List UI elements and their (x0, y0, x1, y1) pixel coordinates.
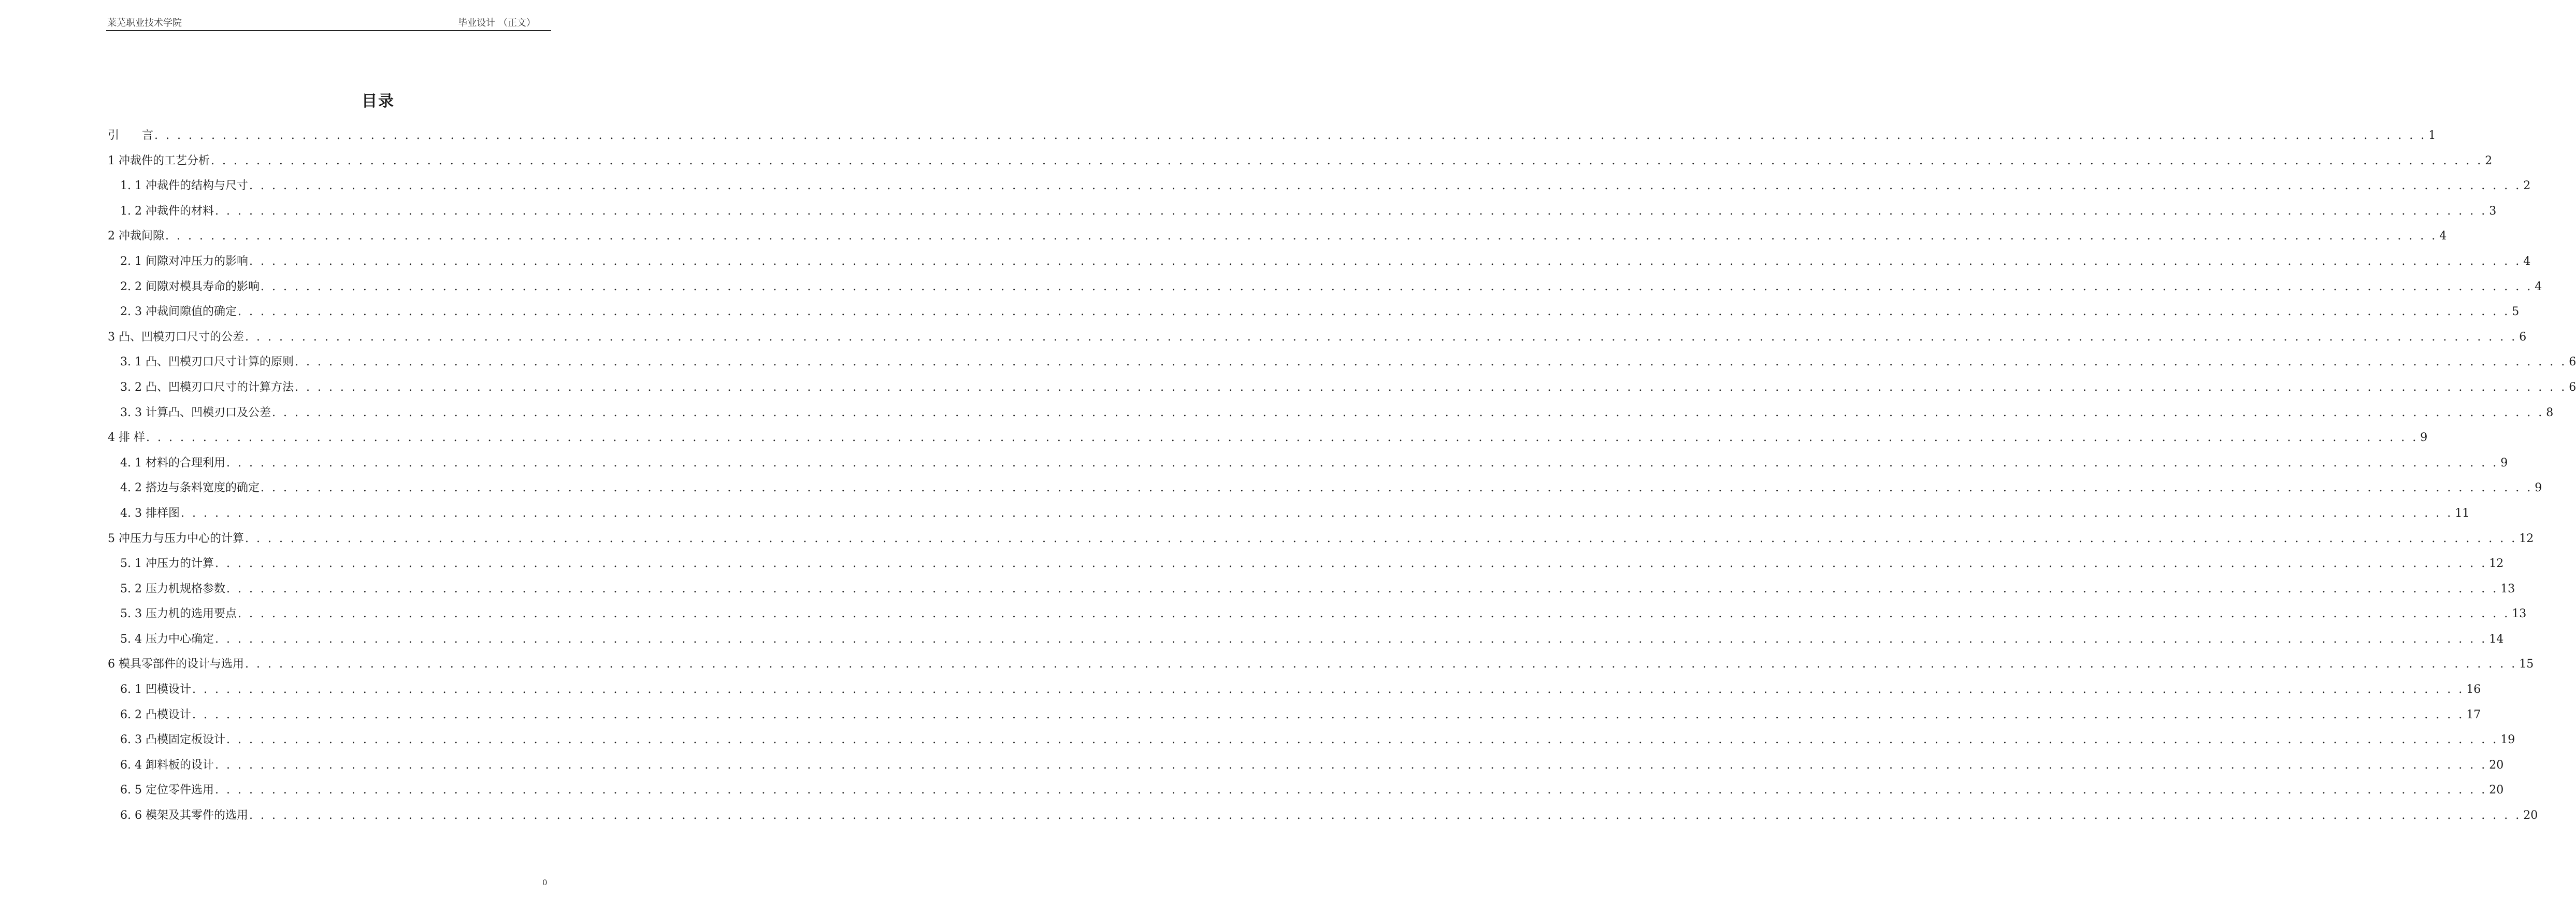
toc-leader-dots: . . . . . . . . . . . . . . . . . . . . . . . . . . . . . . . . . . . . . . . . . . . . . . . . . . . . . . . . . . . . . . . . . . . . . . . . . . . . . . . . . . . . . . . . . . . . . . . . . . . . . . . . . . . . . . . . . . . . . . . . . . . . . . . . . . . . . . . . . . . . . . . . . . . . . . . . . . . . . . . . . . . . . . . . . . . . . . . . . . . . . . . . . . . . . . . . . . . . . . . . (192, 683, 2465, 697)
toc-entry-page: 11 (2455, 506, 2470, 520)
toc-entry-label: 4. 3 排样图 (120, 506, 180, 520)
toc-entry-page: 15 (2519, 658, 2534, 671)
toc-entry[interactable] (108, 580, 2515, 605)
toc-entry-page: 2 (2485, 154, 2493, 167)
toc-entry-label: 2. 3 冲裁间隙值的确定 (120, 305, 237, 319)
toc-entry-page: 3 (2489, 204, 2497, 218)
toc-entry-page: 19 (2500, 733, 2515, 747)
toc-entry-page: 9 (2420, 431, 2428, 445)
toc-leader-dots: . . . . . . . . . . . . . . . . . . . . . . . . . . . . . . . . . . . . . . . . . . . . . . . . . . . . . . . . . . . . . . . . . . . . . . . . . . . . . . . . . . . . . . . . . . . . . . . . . . . . . . . . . . . . . . . . . . . . . . . . . . . . . . . . . . . . . . . . . . . . . . . . . . . . . . . . . . . . . . . . . . . . . . . . . . . . . . . . . . . . . . . . . . . . . . . . . . . . . . . . (260, 280, 2533, 293)
toc-entry[interactable] (108, 202, 2497, 228)
toc-entry-label: 1 冲裁件的工艺分析 (108, 154, 210, 167)
toc-entry-page: 6 (2519, 330, 2527, 344)
toc-entry[interactable] (108, 378, 2576, 404)
toc-leader-dots: . . . . . . . . . . . . . . . . . . . . . . . . . . . . . . . . . . . . . . . . . . . . . . . . . . . . . . . . . . . . . . . . . . . . . . . . . . . . . . . . . . . . . . . . . . . . . . . . . . . . . . . . . . . . . . . . . . . . . . . . . . . . . . . . . . . . . . . . . . . . . . . . . . . . . . . . . . . . . . . . . . . . . . . . . . . . . . . . . . . . . . . . . . . . . . . . . . . . . . . . (180, 506, 2453, 520)
toc-leader-dots: . . . . . . . . . . . . . . . . . . . . . . . . . . . . . . . . . . . . . . . . . . . . . . . . . . . . . . . . . . . . . . . . . . . . . . . . . . . . . . . . . . . . . . . . . . . . . . . . . . . . . . . . . . . . . . . . . . . . . . . . . . . . . . . . . . . . . . . . . . . . . . . . . . . . . . . . . . . . . . . . . . . . . . . . . . . . . . . . . . . . . . . . . . . . . . . . . . . . . . . . (214, 632, 2487, 646)
toc-leader-dots: . . . . . . . . . . . . . . . . . . . . . . . . . . . . . . . . . . . . . . . . . . . . . . . . . . . . . . . . . . . . . . . . . . . . . . . . . . . . . . . . . . . . . . . . . . . . . . . . . . . . . . . . . . . . . . . . . . . . . . . . . . . . . . . . . . . . . . . . . . . . . . . . . . . . . . . . . . . . . . . . . . . . . . . . . . . . . . . . . . . . . . . . . . . . . . . . . . . . . . . . (214, 204, 2487, 218)
toc-entry-page: 20 (2489, 758, 2504, 772)
toc-entry-page: 12 (2489, 557, 2504, 571)
toc-entry[interactable] (108, 605, 2527, 630)
toc-entry[interactable] (108, 454, 2508, 479)
toc-entry-label: 4. 2 搭边与条料宽度的确定 (120, 481, 260, 495)
toc-entry-page: 5 (2512, 305, 2520, 319)
toc-entry[interactable] (108, 353, 2576, 378)
page-header (106, 15, 551, 31)
toc-entry-page: 9 (2500, 456, 2508, 470)
toc-entry-label: 6. 2 凸模设计 (120, 708, 191, 721)
toc-leader-dots: . . . . . . . . . . . . . . . . . . . . . . . . . . . . . . . . . . . . . . . . . . . . . . . . . . . . . . . . . . . . . . . . . . . . . . . . . . . . . . . . . . . . . . . . . . . . . . . . . . . . . . . . . . . . . . . . . . . . . . . . . . . . . . . . . . . . . . . . . . . . . . . . . . . . . . . . . . . . . . . . . . . . . . . . . . . . . . . . . . . . . . . . . . . . . . . . . . . . . . . . (237, 305, 2510, 319)
toc-entry[interactable] (108, 152, 2493, 177)
toc-entry-label: 5 冲压力与压力中心的计算 (108, 532, 244, 545)
toc-entry[interactable] (108, 680, 2481, 706)
toc-leader-dots: . . . . . . . . . . . . . . . . . . . . . . . . . . . . . . . . . . . . . . . . . . . . . . . . . . . . . . . . . . . . . . . . . . . . . . . . . . . . . . . . . . . . . . . . . . . . . . . . . . . . . . . . . . . . . . . . . . . . . . . . . . . . . . . . . . . . . . . . . . . . . . . . . . . . . . . . . . . . . . . . . . . . . . . . . . . . . . . . . . . . . . . . . . . . . . . . . . . . . . . . (237, 607, 2510, 621)
toc-entry-label: 6 模具零部件的设计与选用 (108, 658, 244, 671)
toc-entry[interactable] (108, 303, 2520, 328)
toc-entry-page: 16 (2466, 683, 2481, 697)
toc-entry-page: 13 (2500, 582, 2515, 595)
toc-entry-page: 6 (2569, 380, 2576, 394)
toc-leader-dots: . . . . . . . . . . . . . . . . . . . . . . . . . . . . . . . . . . . . . . . . . . . . . . . . . . . . . . . . . . . . . . . . . . . . . . . . . . . . . . . . . . . . . . . . . . . . . . . . . . . . . . . . . . . . . . . . . . . . . . . . . . . . . . . . . . . . . . . . . . . . . . . . . . . . . . . . . . . . . . . . . . . . . . . . . . . . . . . . . . . . . . . . . . . . . . . . . . . . . . . . (214, 557, 2487, 571)
toc-leader-dots: . . . . . . . . . . . . . . . . . . . . . . . . . . . . . . . . . . . . . . . . . . . . . . . . . . . . . . . . . . . . . . . . . . . . . . . . . . . . . . . . . . . . . . . . . . . . . . . . . . . . . . . . . . . . . . . . . . . . . . . . . . . . . . . . . . . . . . . . . . . . . . . . . . . . . . . . . . . . . . . . . . . . . . . . . . . . . . . . . . . . . . . . . . . . . . . . . . . . . . . . (226, 733, 2499, 747)
toc-entry-page: 8 (2546, 406, 2554, 419)
toc-entry-label: 5. 1 冲压力的计算 (120, 557, 214, 571)
toc-entry-label: 6. 5 定位零件选用 (120, 784, 214, 797)
toc-entry-label: 2. 2 间隙对模具寿命的影响 (120, 280, 260, 293)
toc-entry-label: 6. 6 模架及其零件的选用 (120, 809, 248, 822)
toc-leader-dots: . . . . . . . . . . . . . . . . . . . . . . . . . . . . . . . . . . . . . . . . . . . . . . . . . . . . . . . . . . . . . . . . . . . . . . . . . . . . . . . . . . . . . . . . . . . . . . . . . . . . . . . . . . . . . . . . . . . . . . . . . . . . . . . . . . . . . . . . . . . . . . . . . . . . . . . . . . . . . . . . . . . . . . . . . . . . . . . . . . . . . . . . . . . . . . . . . . . . . . . . (211, 154, 2483, 167)
toc-entry[interactable] (108, 177, 2531, 202)
toc-leader-dots: . . . . . . . . . . . . . . . . . . . . . . . . . . . . . . . . . . . . . . . . . . . . . . . . . . . . . . . . . . . . . . . . . . . . . . . . . . . . . . . . . . . . . . . . . . . . . . . . . . . . . . . . . . . . . . . . . . . . . . . . . . . . . . . . . . . . . . . . . . . . . . . . . . . . . . . . . . . . . . . . . . . . . . . . . . . . . . . . . . . . . . . . . . . . . . . . . . . . . . . . (260, 481, 2533, 495)
toc-entry[interactable] (108, 731, 2515, 756)
toc-entry-label: 3. 2 凸、凹模刃口尺寸的计算方法 (120, 380, 294, 394)
toc-entry[interactable] (108, 126, 2436, 152)
toc-entry-label: 6. 1 凹模设计 (120, 683, 191, 697)
toc-entry-label: 1. 1 冲裁件的结构与尺寸 (120, 179, 248, 193)
toc-leader-dots: . . . . . . . . . . . . . . . . . . . . . . . . . . . . . . . . . . . . . . . . . . . . . . . . . . . . . . . . . . . . . . . . . . . . . . . . . . . . . . . . . . . . . . . . . . . . . . . . . . . . . . . . . . . . . . . . . . . . . . . . . . . . . . . . . . . . . . . . . . . . . . . . . . . . . . . . . . . . . . . . . . . . . . . . . . . . . . . . . . . . . . . . . . . . . . . . . . . . . . . . (294, 380, 2567, 394)
toc-entry-page: 14 (2489, 632, 2504, 646)
toc-entry[interactable] (108, 227, 2447, 252)
toc-leader-dots: . . . . . . . . . . . . . . . . . . . . . . . . . . . . . . . . . . . . . . . . . . . . . . . . . . . . . . . . . . . . . . . . . . . . . . . . . . . . . . . . . . . . . . . . . . . . . . . . . . . . . . . . . . . . . . . . . . . . . . . . . . . . . . . . . . . . . . . . . . . . . . . . . . . . . . . . . . . . . . . . . . . . . . . . . . . . . . . . . . . . . . . . . . . . . . . . . . . . . . . . (226, 582, 2499, 595)
table-of-contents (108, 126, 2576, 832)
toc-entry-label: 5. 2 压力机规格参数 (120, 582, 225, 595)
toc-leader-dots: . . . . . . . . . . . . . . . . . . . . . . . . . . . . . . . . . . . . . . . . . . . . . . . . . . . . . . . . . . . . . . . . . . . . . . . . . . . . . . . . . . . . . . . . . . . . . . . . . . . . . . . . . . . . . . . . . . . . . . . . . . . . . . . . . . . . . . . . . . . . . . . . . . . . . . . . . . . . . . . . . . . . . . . . . . . . . . . . . . . . . . . . . . . . . . . . . . . . . . . . (294, 356, 2567, 369)
toc-leader-dots: . . . . . . . . . . . . . . . . . . . . . . . . . . . . . . . . . . . . . . . . . . . . . . . . . . . . . . . . . . . . . . . . . . . . . . . . . . . . . . . . . . . . . . . . . . . . . . . . . . . . . . . . . . . . . . . . . . . . . . . . . . . . . . . . . . . . . . . . . . . . . . . . . . . . . . . . . . . . . . . . . . . . . . . . . . . . . . . . . . . . . . . . . . . . . . . . . . . . . . . . (214, 784, 2487, 797)
toc-entry[interactable] (108, 252, 2531, 278)
toc-entry[interactable] (108, 756, 2504, 782)
toc-entry-page: 9 (2535, 481, 2542, 495)
toc-leader-dots: . . . . . . . . . . . . . . . . . . . . . . . . . . . . . . . . . . . . . . . . . . . . . . . . . . . . . . . . . . . . . . . . . . . . . . . . . . . . . . . . . . . . . . . . . . . . . . . . . . . . . . . . . . . . . . . . . . . . . . . . . . . . . . . . . . . . . . . . . . . . . . . . . . . . . . . . . . . . . . . . . . . . . . . . . . . . . . . . . . . . . . . . . . . . . . . . . . . . . . . . (271, 406, 2544, 419)
toc-entry-label: 5. 3 压力机的选用要点 (120, 607, 237, 621)
toc-leader-dots: . . . . . . . . . . . . . . . . . . . . . . . . . . . . . . . . . . . . . . . . . . . . . . . . . . . . . . . . . . . . . . . . . . . . . . . . . . . . . . . . . . . . . . . . . . . . . . . . . . . . . . . . . . . . . . . . . . . . . . . . . . . . . . . . . . . . . . . . . . . . . . . . . . . . . . . . . . . . . . . . . . . . . . . . . . . . . . . . . . . . . . . . . . . . . . . . . . . . . . . . (146, 431, 2419, 445)
toc-entry-page: 1 (2428, 129, 2436, 142)
toc-entry[interactable] (108, 278, 2542, 303)
toc-entry[interactable] (108, 530, 2534, 555)
toc-entry-label: 5. 4 压力中心确定 (120, 632, 214, 646)
toc-entry-label: 6. 3 凸模固定板设计 (120, 733, 225, 747)
toc-entry[interactable] (108, 706, 2481, 731)
toc-entry-label: 3. 3 计算凸、凹模刃口及公差 (120, 406, 271, 419)
toc-entry-label: 1. 2 冲裁件的材料 (120, 204, 214, 218)
toc-entry-label: 6. 4 卸料板的设计 (120, 758, 214, 772)
toc-entry-label: 3. 1 凸、凹模刃口尺寸计算的原则 (120, 356, 294, 369)
toc-entry-label: 3 凸、凹模刃口尺寸的公差 (108, 330, 244, 344)
toc-entry-page: 17 (2466, 708, 2481, 721)
toc-entry-label: 2 冲裁间隙 (108, 230, 164, 243)
toc-leader-dots: . . . . . . . . . . . . . . . . . . . . . . . . . . . . . . . . . . . . . . . . . . . . . . . . . . . . . . . . . . . . . . . . . . . . . . . . . . . . . . . . . . . . . . . . . . . . . . . . . . . . . . . . . . . . . . . . . . . . . . . . . . . . . . . . . . . . . . . . . . . . . . . . . . . . . . . . . . . . . . . . . . . . . . . . . . . . . . . . . . . . . . . . . . . . . . . . . . . . . . . . (192, 708, 2465, 721)
toc-leader-dots: . . . . . . . . . . . . . . . . . . . . . . . . . . . . . . . . . . . . . . . . . . . . . . . . . . . . . . . . . . . . . . . . . . . . . . . . . . . . . . . . . . . . . . . . . . . . . . . . . . . . . . . . . . . . . . . . . . . . . . . . . . . . . . . . . . . . . . . . . . . . . . . . . . . . . . . . . . . . . . . . . . . . . . . . . . . . . . . . . . . . . . . . . . . . . . . . . . . . . . . . (226, 456, 2499, 470)
toc-entry[interactable] (108, 781, 2504, 806)
toc-entry-page: 4 (2535, 280, 2542, 293)
toc-leader-dots: . . . . . . . . . . . . . . . . . . . . . . . . . . . . . . . . . . . . . . . . . . . . . . . . . . . . . . . . . . . . . . . . . . . . . . . . . . . . . . . . . . . . . . . . . . . . . . . . . . . . . . . . . . . . . . . . . . . . . . . . . . . . . . . . . . . . . . . . . . . . . . . . . . . . . . . . . . . . . . . . . . . . . . . . . . . . . . . . . . . . . . . . . . . . . . . . . . . . . . . . (249, 179, 2522, 193)
toc-entry-label: 4 排 样 (108, 431, 145, 445)
toc-leader-dots: . . . . . . . . . . . . . . . . . . . . . . . . . . . . . . . . . . . . . . . . . . . . . . . . . . . . . . . . . . . . . . . . . . . . . . . . . . . . . . . . . . . . . . . . . . . . . . . . . . . . . . . . . . . . . . . . . . . . . . . . . . . . . . . . . . . . . . . . . . . . . . . . . . . . . . . . . . . . . . . . . . . . . . . . . . . . . . . . . . . . . . . . . . . . . . . . . . . . . . . . (214, 758, 2487, 772)
toc-entry-label: 引 言 (108, 129, 154, 142)
toc-leader-dots: . . . . . . . . . . . . . . . . . . . . . . . . . . . . . . . . . . . . . . . . . . . . . . . . . . . . . . . . . . . . . . . . . . . . . . . . . . . . . . . . . . . . . . . . . . . . . . . . . . . . . . . . . . . . . . . . . . . . . . . . . . . . . . . . . . . . . . . . . . . . . . . . . . . . . . . . . . . . . . . . . . . . . . . . . . . . . . . . . . . . . . . . . . . . . . . . . . . . . . . . (249, 809, 2522, 822)
toc-entry-page: 12 (2519, 532, 2534, 545)
header-institution: 莱芜职业技术学院 (107, 18, 182, 29)
toc-leader-dots: . . . . . . . . . . . . . . . . . . . . . . . . . . . . . . . . . . . . . . . . . . . . . . . . . . . . . . . . . . . . . . . . . . . . . . . . . . . . . . . . . . . . . . . . . . . . . . . . . . . . . . . . . . . . . . . . . . . . . . . . . . . . . . . . . . . . . . . . . . . . . . . . . . . . . . . . . . . . . . . . . . . . . . . . . . . . . . . . . . . . . . . . . . . . . . . . . . . . . . . . (245, 532, 2517, 545)
header-doc-type: 毕业设计 （正文） (458, 18, 536, 29)
toc-entry[interactable] (108, 328, 2527, 353)
toc-entry-page: 20 (2489, 784, 2504, 797)
toc-entry[interactable] (108, 429, 2428, 454)
toc-entry-label: 2. 1 间隙对冲压力的影响 (120, 254, 248, 268)
toc-entry-page: 20 (2523, 809, 2538, 822)
toc-leader-dots: . . . . . . . . . . . . . . . . . . . . . . . . . . . . . . . . . . . . . . . . . . . . . . . . . . . . . . . . . . . . . . . . . . . . . . . . . . . . . . . . . . . . . . . . . . . . . . . . . . . . . . . . . . . . . . . . . . . . . . . . . . . . . . . . . . . . . . . . . . . . . . . . . . . . . . . . . . . . . . . . . . . . . . . . . . . . . . . . . . . . . . . . . . . . . . . . . . . . . . . . (165, 230, 2438, 243)
toc-entry[interactable] (108, 630, 2504, 656)
toc-entry-page: 4 (2523, 254, 2531, 268)
toc-entry[interactable] (108, 555, 2504, 580)
toc-leader-dots: . . . . . . . . . . . . . . . . . . . . . . . . . . . . . . . . . . . . . . . . . . . . . . . . . . . . . . . . . . . . . . . . . . . . . . . . . . . . . . . . . . . . . . . . . . . . . . . . . . . . . . . . . . . . . . . . . . . . . . . . . . . . . . . . . . . . . . . . . . . . . . . . . . . . . . . . . . . . . . . . . . . . . . . . . . . . . . . . . . . . . . . . . . . . . . . . . . . . . . . . (245, 330, 2517, 344)
toc-leader-dots: . . . . . . . . . . . . . . . . . . . . . . . . . . . . . . . . . . . . . . . . . . . . . . . . . . . . . . . . . . . . . . . . . . . . . . . . . . . . . . . . . . . . . . . . . . . . . . . . . . . . . . . . . . . . . . . . . . . . . . . . . . . . . . . . . . . . . . . . . . . . . . . . . . . . . . . . . . . . . . . . . . . . . . . . . . . . . . . . . . . . . . . . . . . . . . . . . . . . . . . . (249, 254, 2522, 268)
toc-entry-page: 6 (2569, 356, 2576, 369)
toc-leader-dots: . . . . . . . . . . . . . . . . . . . . . . . . . . . . . . . . . . . . . . . . . . . . . . . . . . . . . . . . . . . . . . . . . . . . . . . . . . . . . . . . . . . . . . . . . . . . . . . . . . . . . . . . . . . . . . . . . . . . . . . . . . . . . . . . . . . . . . . . . . . . . . . . . . . . . . . . . . . . . . . . . . . . . . . . . . . . . . . . . . . . . . . . . . . . . . . . . . . . . . . . (154, 129, 2427, 142)
toc-entry-page: 13 (2512, 607, 2527, 621)
toc-entry-label: 4. 1 材料的合理利用 (120, 456, 225, 470)
toc-leader-dots: . . . . . . . . . . . . . . . . . . . . . . . . . . . . . . . . . . . . . . . . . . . . . . . . . . . . . . . . . . . . . . . . . . . . . . . . . . . . . . . . . . . . . . . . . . . . . . . . . . . . . . . . . . . . . . . . . . . . . . . . . . . . . . . . . . . . . . . . . . . . . . . . . . . . . . . . . . . . . . . . . . . . . . . . . . . . . . . . . . . . . . . . . . . . . . . . . . . . . . . . (245, 658, 2517, 671)
page-title: 目录 (362, 92, 395, 110)
page-number: 0 (542, 878, 548, 887)
toc-entry[interactable] (108, 504, 2470, 530)
toc-entry[interactable] (108, 404, 2554, 429)
toc-entry-page: 2 (2523, 179, 2531, 193)
toc-entry-page: 4 (2439, 230, 2447, 243)
toc-entry[interactable] (108, 806, 2538, 832)
toc-entry[interactable] (108, 655, 2534, 680)
toc-entry[interactable] (108, 479, 2542, 504)
